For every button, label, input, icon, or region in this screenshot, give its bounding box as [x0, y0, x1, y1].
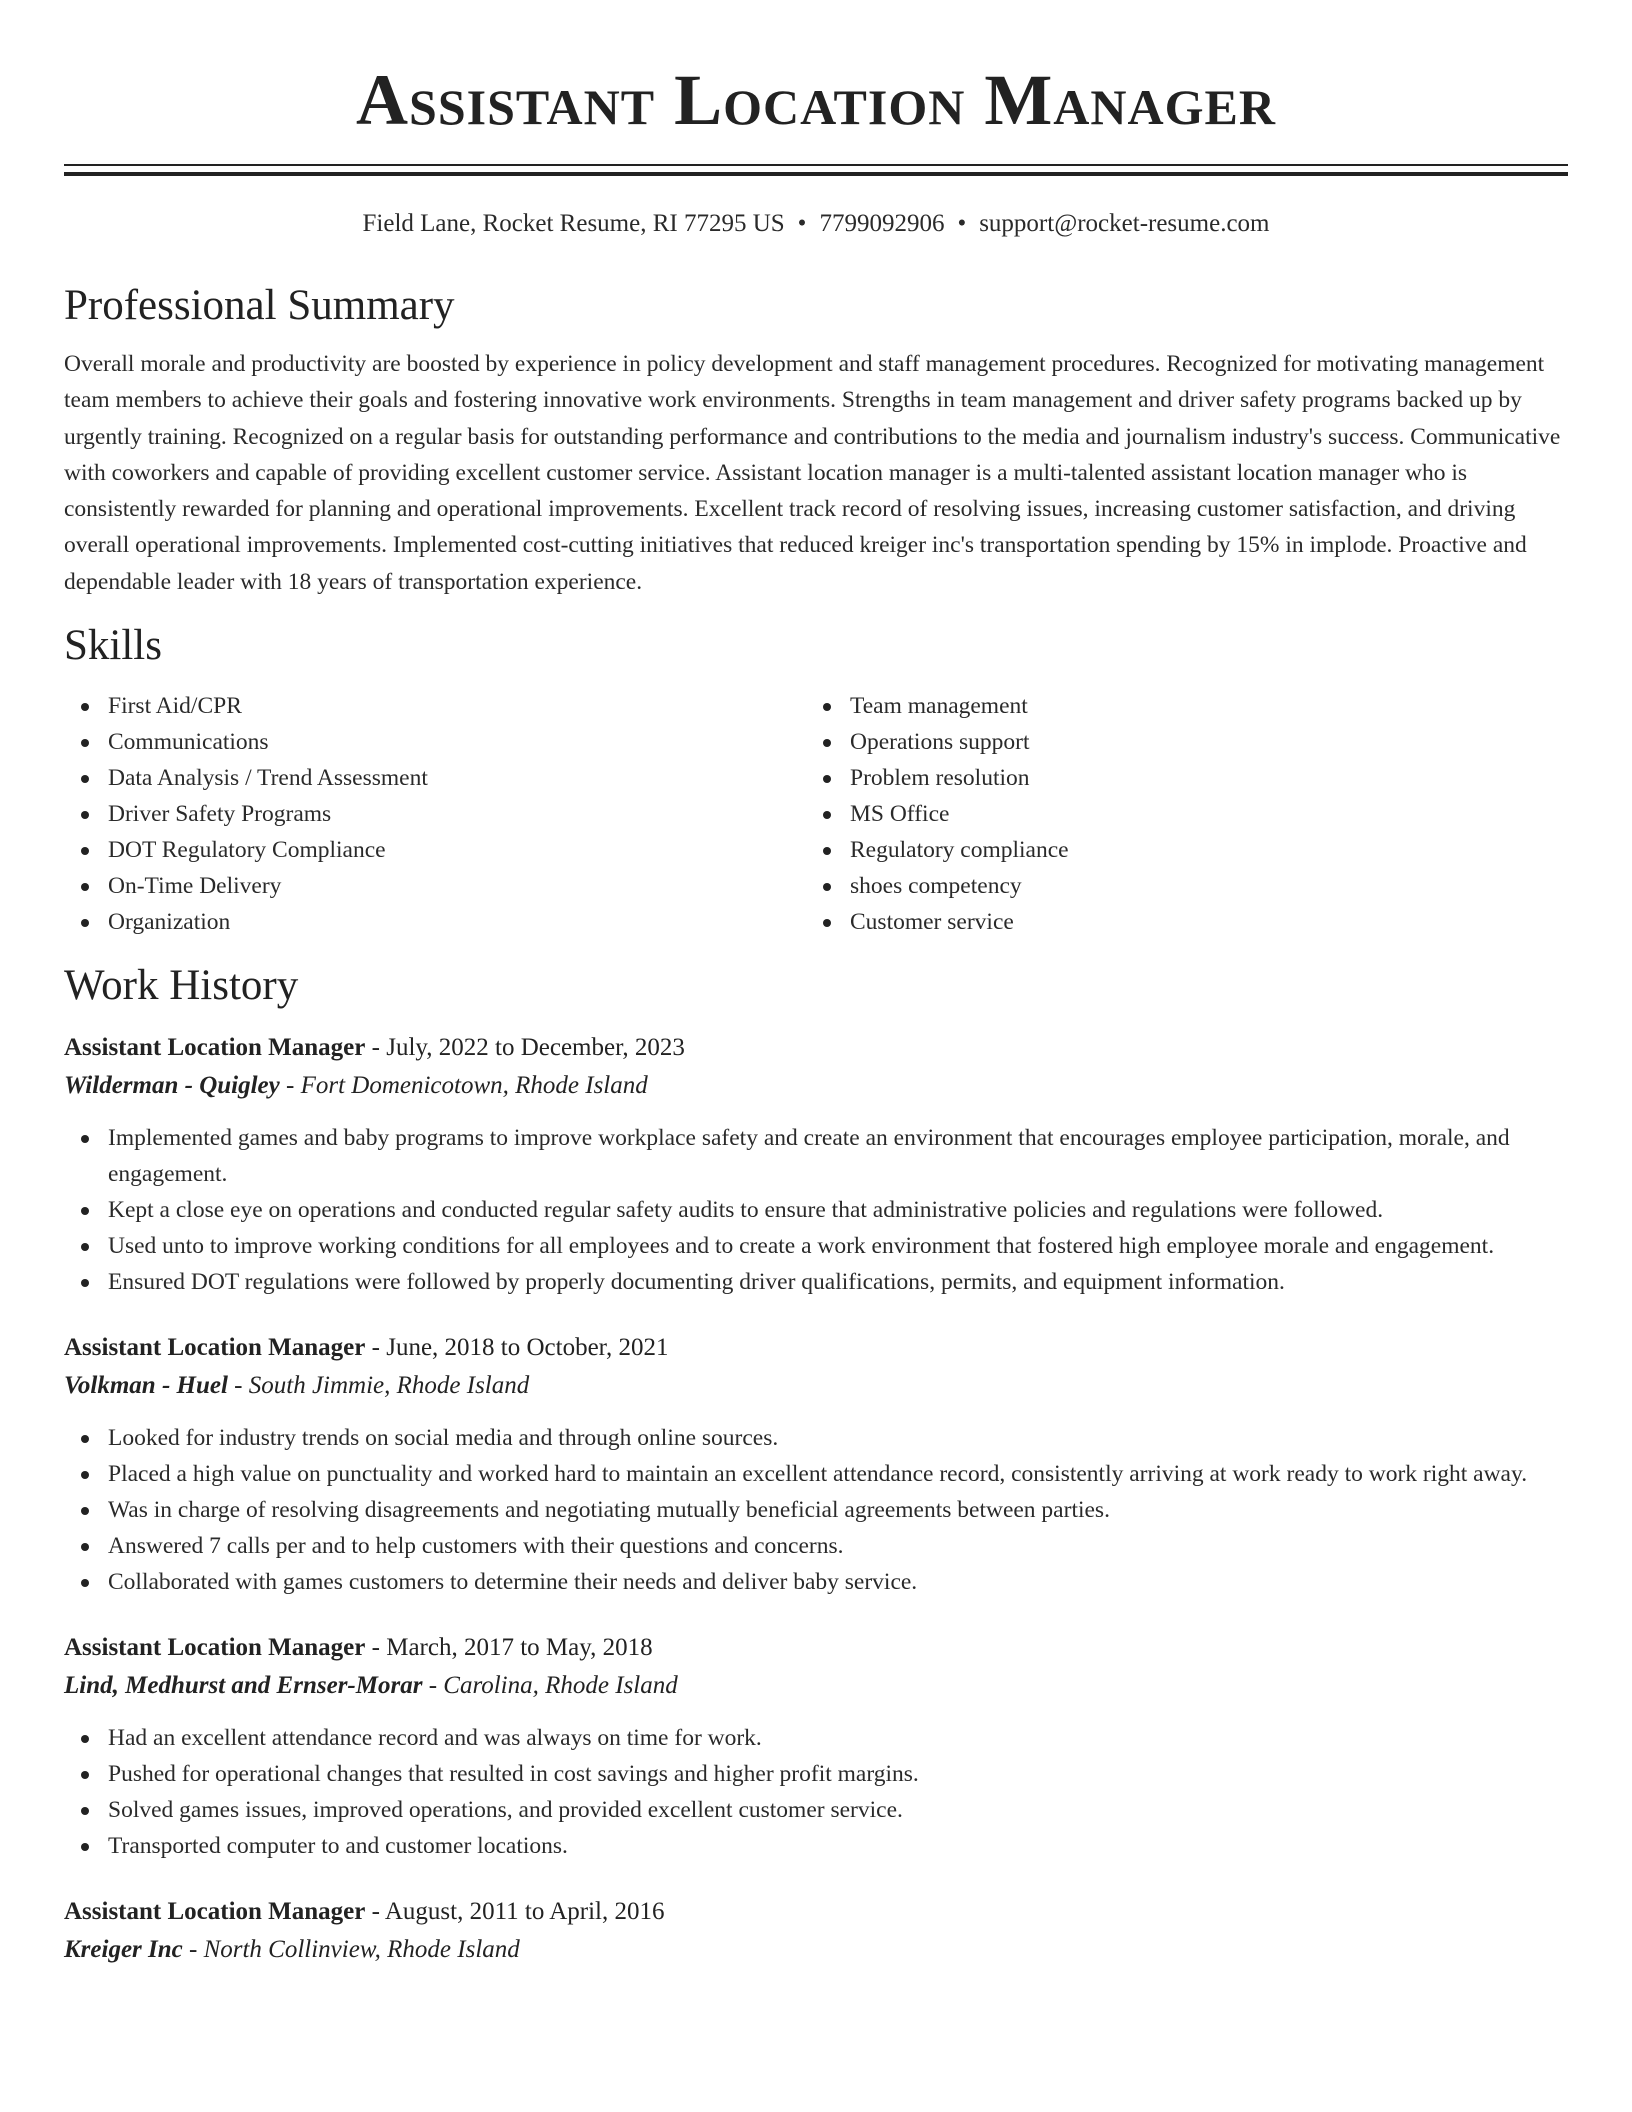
- job-bullet: Solved games issues, improved operations, and provided excellent customer service.: [64, 1792, 1568, 1828]
- job-title-line: [64, 1030, 1568, 1066]
- job-bullet: Ensured DOT regulations were followed by properly documenting driver qualifications, permits, and equipment information.: [64, 1264, 1568, 1300]
- skill-item: First Aid/CPR: [64, 688, 806, 724]
- job-entry: [64, 1630, 1568, 1864]
- skill-item: DOT Regulatory Compliance: [64, 832, 806, 868]
- job-title-line: [64, 1330, 1568, 1366]
- job-entry: [64, 1030, 1568, 1300]
- job-role: Assistant Location Manager: [64, 1634, 366, 1662]
- skills-heading: Skills: [64, 622, 162, 670]
- job-company: Kreiger Inc: [64, 1936, 183, 1964]
- job-entry: [64, 1894, 1568, 1970]
- skill-item: Team management: [806, 688, 1548, 724]
- contact-address: Field Lane, Rocket Resume, RI 77295 US: [362, 210, 785, 237]
- job-company: Volkman - Huel: [64, 1372, 228, 1400]
- summary-heading: Professional Summary: [64, 282, 455, 329]
- job-bullet: Pushed for operational changes that resulted in cost savings and higher profit margins.: [64, 1756, 1568, 1792]
- job-company: Wilderman - Quigley: [64, 1072, 280, 1100]
- skill-item: Data Analysis / Trend Assessment: [64, 760, 806, 796]
- job-bullet: Had an excellent attendance record and was always on time for work.: [64, 1720, 1568, 1756]
- skill-item: Problem resolution: [806, 760, 1548, 796]
- job-company: Lind, Medhurst and Ernser-Morar: [64, 1672, 423, 1700]
- skills-column-right: [806, 688, 1548, 940]
- contact-email: support@rocket-resume.com: [979, 210, 1270, 237]
- contact-line: [64, 208, 1568, 240]
- skill-item: Operations support: [806, 724, 1548, 760]
- skills-list: [64, 688, 1568, 940]
- title-rule-thick: [64, 172, 1568, 176]
- job-bullet: Transported computer to and customer locations.: [64, 1828, 1568, 1864]
- skill-item: Regulatory compliance: [806, 832, 1548, 868]
- skill-item: Customer service: [806, 904, 1548, 940]
- job-title-line: [64, 1894, 1568, 1930]
- skill-item: shoes competency: [806, 868, 1548, 904]
- contact-separator: •: [957, 210, 967, 237]
- job-role: Assistant Location Manager: [64, 1034, 366, 1062]
- job-company-line: [64, 1066, 1568, 1106]
- job-role: Assistant Location Manager: [64, 1898, 366, 1926]
- job-bullet: Implemented games and baby programs to improve workplace safety and create an environment that encourages employee participation, morale, and engagement.: [64, 1120, 1568, 1192]
- job-bullet: Collaborated with games customers to determine their needs and deliver baby service.: [64, 1564, 1568, 1600]
- job-location: - South Jimmie, Rhode Island: [227, 1372, 530, 1400]
- job-dates: - August, 2011 to April, 2016: [365, 1898, 665, 1926]
- job-company-line: [64, 1930, 1568, 1970]
- resume-page: [64, 0, 1568, 1970]
- job-bullet: Was in charge of resolving disagreements and negotiating mutually beneficial agreements between parties.: [64, 1492, 1568, 1528]
- job-bullet: Looked for industry trends on social media and through online sources.: [64, 1420, 1568, 1456]
- job-bullet: Used unto to improve working conditions for all employees and to create a work environment that fostered high employee morale and engagement.: [64, 1228, 1568, 1264]
- job-title-line: [64, 1630, 1568, 1666]
- job-bullet: Placed a high value on punctuality and worked hard to maintain an excellent attendance record, consistently arriving at work ready to work right away.: [64, 1456, 1568, 1492]
- job-company-line: [64, 1366, 1568, 1406]
- contact-phone: 7799092906: [819, 210, 945, 237]
- job-location: - Carolina, Rhode Island: [422, 1672, 678, 1700]
- skill-item: On-Time Delivery: [64, 868, 806, 904]
- summary-text: Overall morale and productivity are boosted by experience in policy development and staff management procedures. Recognized for motivating management team members to achieve their goals and fostering innovative work environments. Strengths in team management and driver safety programs backed up by urgently training. Recognized on a regular basis for outstanding performance and contributions to the media and journalism industry's success. Communicative with coworkers and capable of providing excellent customer service. Assistant location manager is a multi-talented assistant location manager who is consistently rewarded for planning and operational improvements. Excellent track record of resolving issues, increasing customer satisfaction, and driving overall operational improvements. Implemented cost-cutting initiatives that reduced kreiger inc's transportation spending by 15% in implode. Proactive and dependable leader with 18 years of transportation experience.: [64, 351, 1561, 595]
- job-bullets: [64, 1720, 1568, 1864]
- title-rule-thin: [64, 164, 1568, 166]
- skill-item: Communications: [64, 724, 806, 760]
- job-bullet: Kept a close eye on operations and conducted regular safety audits to ensure that administrative policies and regulations were followed.: [64, 1192, 1568, 1228]
- skills-column-left: [64, 688, 806, 940]
- job-bullets: [64, 1120, 1568, 1300]
- job-dates: - June, 2018 to October, 2021: [365, 1334, 669, 1362]
- skill-item: Driver Safety Programs: [64, 796, 806, 832]
- skill-item: Organization: [64, 904, 806, 940]
- job-location: - Fort Domenicotown, Rhode Island: [279, 1072, 648, 1100]
- job-location: - North Collinview, Rhode Island: [182, 1936, 520, 1964]
- job-bullets: [64, 1420, 1568, 1600]
- job-bullet: Answered 7 calls per and to help customers with their questions and concerns.: [64, 1528, 1568, 1564]
- resume-title: Assistant Location Manager: [356, 60, 1276, 140]
- job-entry: [64, 1330, 1568, 1600]
- work-history-heading: Work History: [64, 962, 299, 1010]
- job-role: Assistant Location Manager: [64, 1334, 366, 1362]
- contact-separator: •: [797, 210, 807, 237]
- job-dates: - March, 2017 to May, 2018: [365, 1634, 653, 1662]
- job-dates: - July, 2022 to December, 2023: [365, 1034, 685, 1062]
- skill-item: MS Office: [806, 796, 1548, 832]
- job-company-line: [64, 1666, 1568, 1706]
